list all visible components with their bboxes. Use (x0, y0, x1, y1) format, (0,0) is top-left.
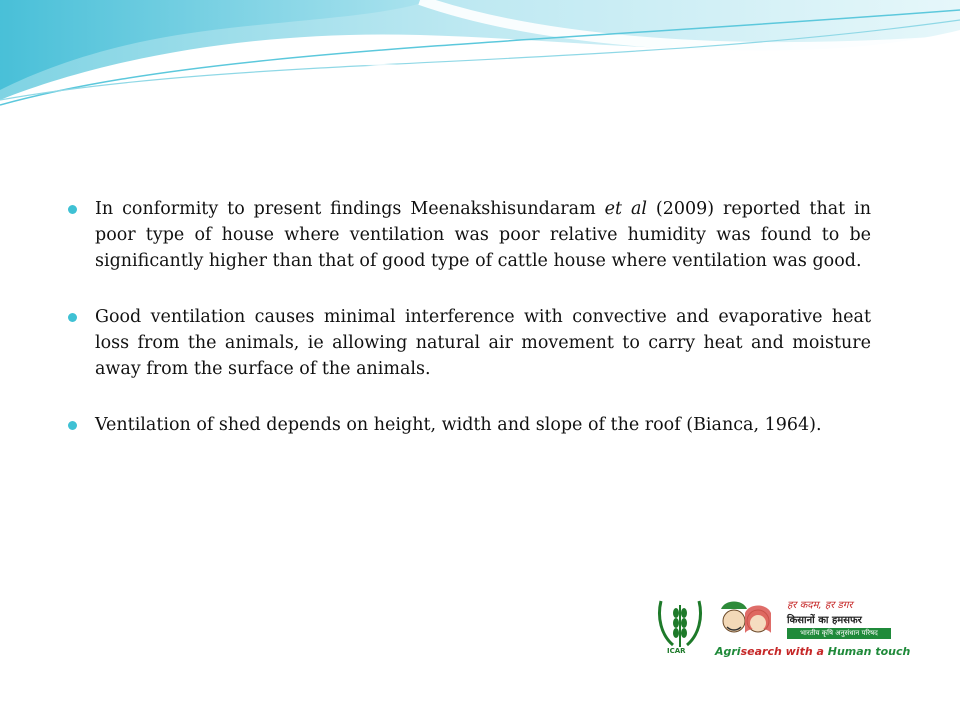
icar-label: ICAR (667, 647, 686, 655)
hindi-tagline-line2: किसानों का हमसफर (787, 615, 862, 626)
header-wave-decoration (0, 0, 960, 130)
bullet-icon (68, 313, 77, 322)
bullet-text: Good ventilation causes minimal interference with convective and evaporative heat loss from the animals, ie allowing natural air movement to carry heat and moisture away from the surface of the animals. (95, 307, 871, 379)
bullet-item (68, 196, 871, 274)
bullet-item (68, 412, 871, 438)
hindi-tagline-line1: हर कदम, हर डगर (787, 600, 853, 611)
bullet-text: Ventilation of shed depends on height, width and slope of the roof (Bianca, 1964). (95, 415, 822, 435)
farmer-faces-icon (715, 597, 777, 647)
bullet-icon (68, 205, 77, 214)
bullet-icon (68, 421, 77, 430)
hindi-council-name: भारतीय कृषि अनुसंधान परिषद (787, 628, 891, 639)
bullet-text: In conformity to present findings Meenakshisundaram et al (2009) reported that in poor type of house where ventilation was poor relative humidity was found to be significantly higher than that of good type of cattle house where ventilation was good. (95, 199, 872, 271)
english-tagline: Agrisearch with a Human touch (715, 645, 911, 658)
bullet-item (68, 304, 871, 382)
slide-content (68, 196, 871, 468)
footer-logos (655, 595, 911, 665)
